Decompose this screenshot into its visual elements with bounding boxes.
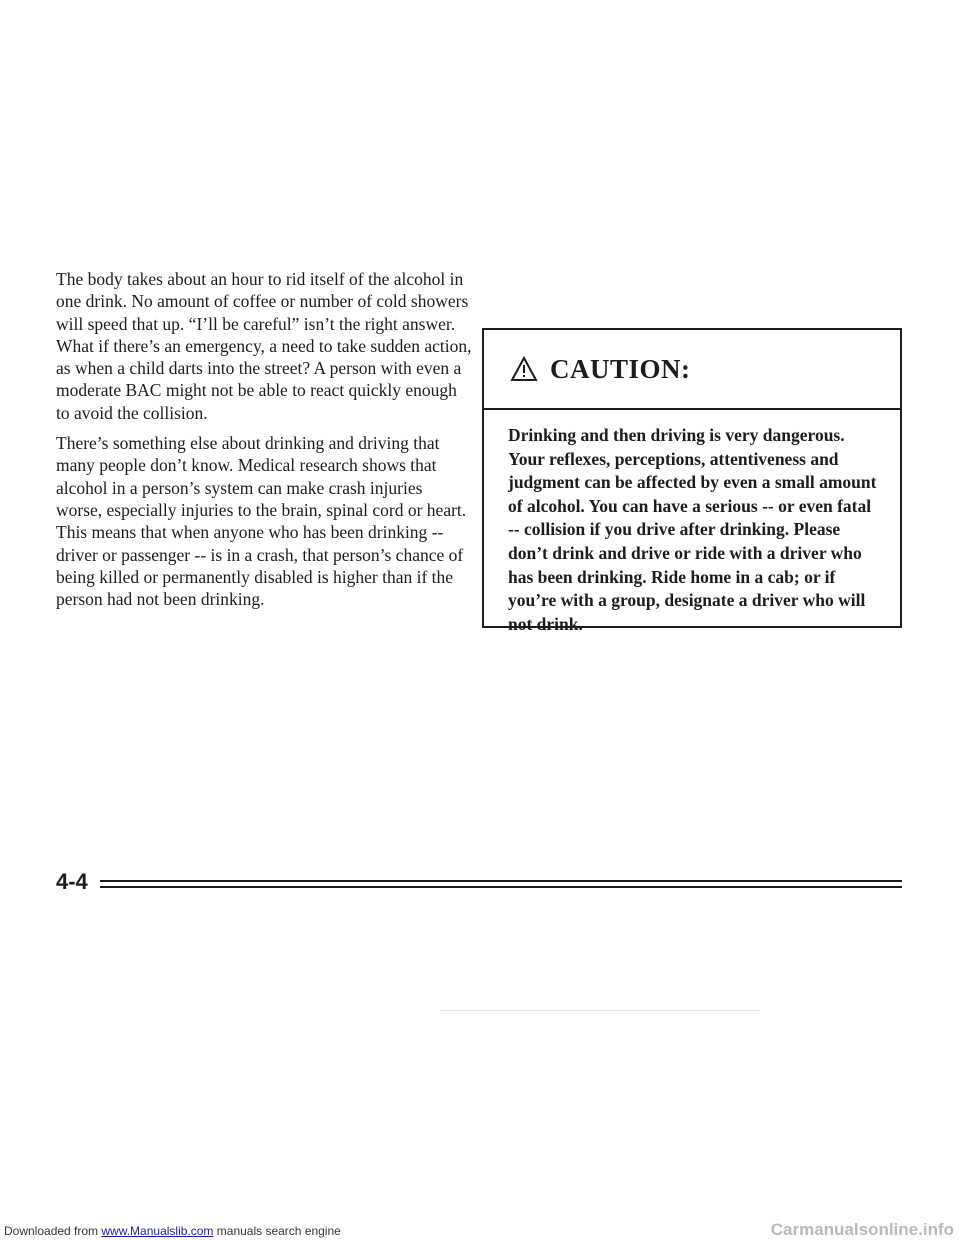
caution-title: CAUTION: (550, 353, 691, 384)
caution-box (482, 328, 902, 634)
page-number: 4-4 (56, 869, 88, 894)
warning-triangle-icon (510, 356, 538, 382)
manualslib-link[interactable]: www.Manualslib.com (101, 1224, 214, 1238)
paragraph-crash-injuries: There’s something else about drinking and driving that many people don’t know. Medical research shows that alcohol in a person’s system can make crash injuries worse, especially injuries to the brain, spinal cord or heart. This means that when anyone who has been drinking -- driver or passenger -- is in a crash, that person’s chance of being killed or permanently disabled is higher than if the person had not been drinking. (56, 433, 467, 610)
footer-rule-bottom (100, 886, 902, 888)
body-text-column (56, 268, 472, 618)
footer-rule-top (100, 880, 902, 882)
page-footer (56, 867, 902, 897)
scan-artifact-line (440, 1010, 760, 1011)
page-background-top (0, 0, 960, 265)
download-watermark (4, 1224, 341, 1238)
watermark-suffix: manuals search engine (213, 1224, 341, 1238)
watermark-prefix: Downloaded from (4, 1224, 102, 1238)
paragraph-alcohol-hour: The body takes about an hour to rid itself of the alcohol in one drink. No amount of coffee or number of cold showers will speed that up. “I’ll be careful” isn’t the right answer. What if there’s an emergency, a need to take sudden action, as when a child darts into the street? A person with even a moderate BAC might not be able to react quickly enough to avoid the collision. (56, 269, 472, 423)
caution-header (484, 330, 900, 410)
carmanualsonline-watermark: Carmanualsonline.info (770, 1220, 954, 1239)
caution-text: Drinking and then driving is very dangerous. Your reflexes, perceptions, attentiveness and judgment can be affected by even a small amount of alcohol. You can have a serious -- or even fatal -- collision if you drive after drinking. Please don’t drink and drive or ride with a driver who has been drinking. Ride home in a cab; or if you’re with a group, designate a driver who will not drink. (508, 425, 877, 634)
